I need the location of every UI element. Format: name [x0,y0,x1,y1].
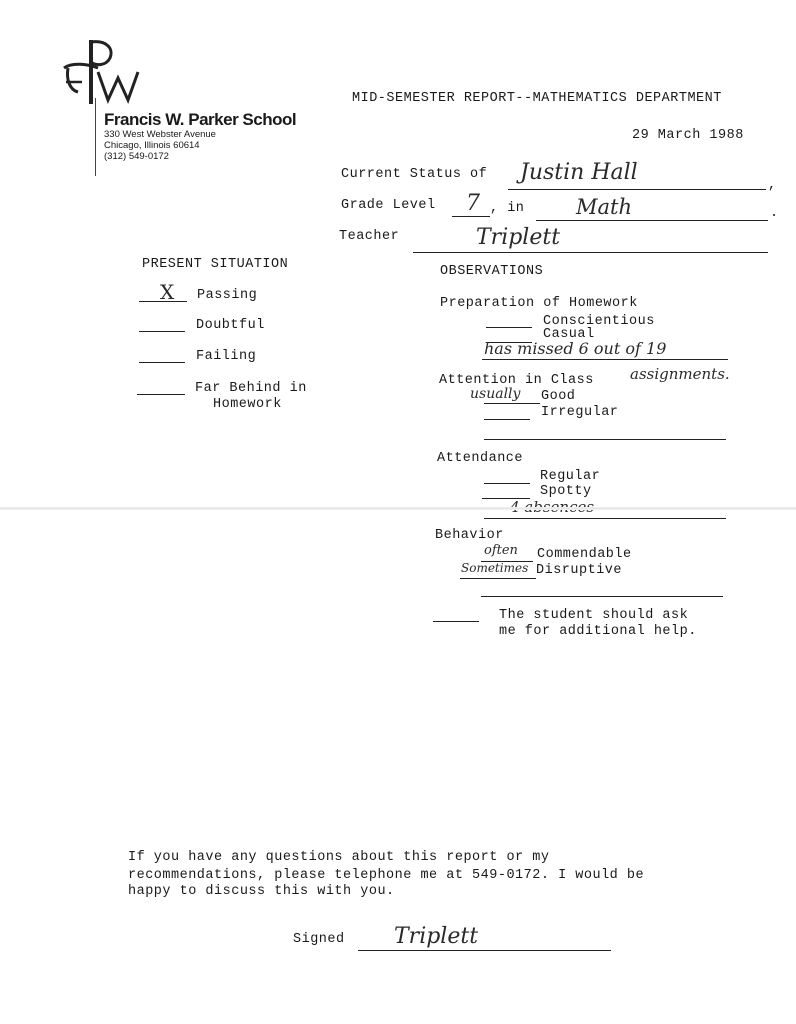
good-label: Good [541,389,576,404]
far-behind-label: Far Behind in [195,381,307,396]
irregular-label: Irregular [541,405,619,420]
far-behind-label-2: Homework [213,397,282,412]
paper-fold [0,507,796,510]
failing-line [139,362,185,363]
school-address-line2: Chicago, Illinois 60614 [104,140,200,151]
footer-line1: If you have any questions about this report or my [128,850,550,865]
period: . [770,206,779,221]
attendance-label: Attendance [437,451,524,466]
teacher-line [413,252,768,253]
commendable-label: Commendable [537,547,632,562]
observations-heading: OBSERVATIONS [440,264,544,279]
attendance-note-line [484,518,726,519]
attention-good-mark: usually [470,386,521,402]
attention-extra-line [484,439,726,440]
doubtful-line [139,331,185,332]
conscientious-line [486,327,532,328]
help-line [433,621,479,622]
homework-label: Preparation of Homework [440,296,638,311]
footer-line2: recommendations, please telephone me at 549-0172. I would be [128,868,645,883]
homework-note-line [482,359,728,360]
help-text-line2: me for additional help. [499,624,697,639]
grade-value: 7 [466,191,480,216]
homework-note-2: assignments. [630,365,730,383]
homework-note: has missed 6 out of 19 [484,339,667,358]
letterhead-divider [95,98,96,176]
school-phone: (312) 549-0172 [104,151,169,162]
subject-line [536,220,768,221]
student-name-line [508,189,766,190]
behavior-label: Behavior [435,528,504,543]
subject-value: Math [576,195,632,219]
failing-label: Failing [196,349,257,364]
signed-label: Signed [293,932,345,947]
good-line [484,403,540,404]
doubtful-label: Doubtful [196,318,265,333]
passing-mark: X [160,280,175,304]
current-status-label: Current Status of [341,167,488,182]
teacher-value: Triplett [476,225,561,250]
student-name: Justin Hall [520,160,638,185]
attention-label: Attention in Class [439,373,594,388]
passing-label: Passing [197,288,258,303]
conscientious-label: Conscientious [543,314,655,329]
regular-label: Regular [540,469,601,484]
grade-level-label: Grade Level [341,198,436,213]
report-date: 29 March 1988 [632,128,744,143]
signature-line [358,950,611,951]
present-situation-heading: PRESENT SITUATION [142,257,289,272]
footer-line3: happy to discuss this with you. [128,884,395,899]
disruptive-mark: Sometimes [461,561,529,575]
report-title: MID-SEMESTER REPORT--MATHEMATICS DEPARTMENT [352,91,722,106]
regular-line [484,483,530,484]
irregular-line [484,419,530,420]
signature: Triplett [394,924,479,949]
school-monogram-logo [58,38,144,110]
help-text-line1: The student should ask [499,608,689,623]
disruptive-line [460,578,536,579]
behavior-extra-line [481,596,723,597]
grade-line [452,216,490,217]
spotty-label: Spotty [540,484,592,499]
disruptive-label: Disruptive [536,563,623,578]
school-address-line1: 330 West Webster Avenue [104,129,216,140]
casual-label: Casual [543,327,595,342]
teacher-label: Teacher [339,229,400,244]
commendable-mark: often [484,543,518,558]
comma: , [768,178,777,193]
school-name: Francis W. Parker School [104,110,297,129]
in-label: , in [490,201,525,216]
far-behind-line [137,394,185,395]
